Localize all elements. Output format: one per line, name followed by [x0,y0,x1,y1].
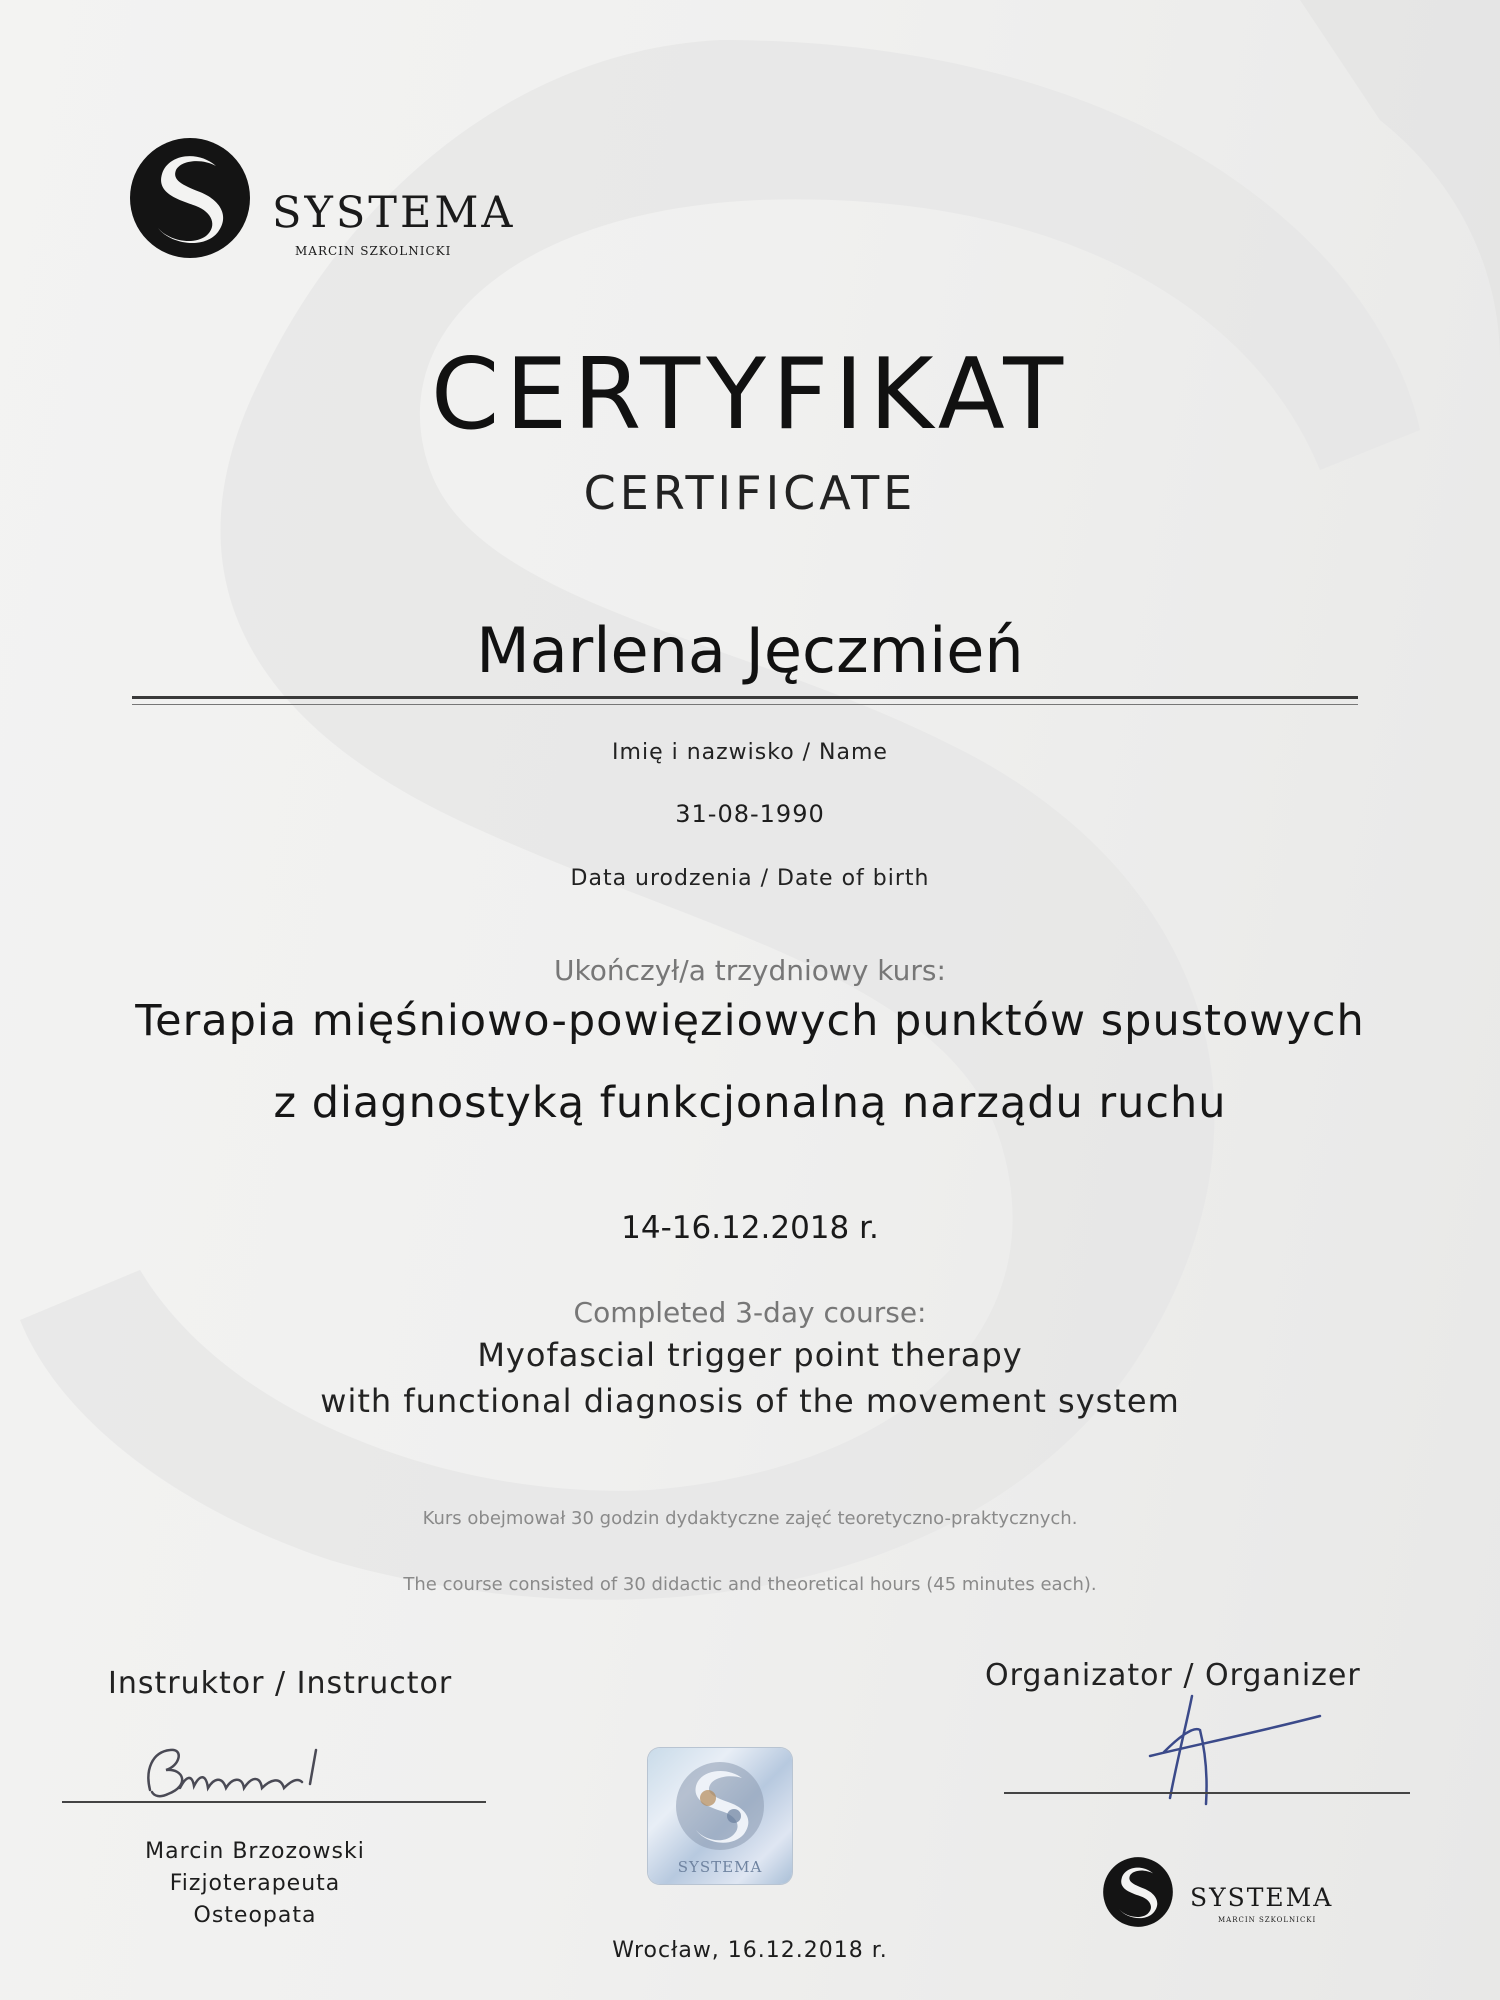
footer-brand-name: SYSTEMA [1190,1883,1334,1912]
instructor-role-osteo: Osteopata [193,1903,317,1928]
footer-brand-subtitle: MARCIN SZKOLNICKI [1218,1916,1317,1924]
instructor-role-physio: Fizjoterapeuta [169,1871,341,1896]
certificate-title: CERTYFIKAT [430,338,1070,452]
systema-footer-logo-icon [1102,1856,1174,1928]
course-note-en: The course consisted of 30 didactic and theoretical hours (45 minutes each). [403,1574,1097,1595]
instructor-signature [110,1730,410,1810]
course-title-en-line2: with functional diagnosis of the movement system [320,1382,1180,1420]
recipient-name: Marlena Jęczmień [476,614,1024,687]
instructor-signature-line [62,1801,486,1803]
birth-date-label: Data urodzenia / Date of birth [570,866,930,891]
systema-logo-icon [128,136,252,260]
course-title-pl-line1: Terapia mięśniowo-powięziowych punktów spustowych [135,996,1365,1046]
hologram-brand: SYSTEMA [677,1858,763,1876]
organizer-signature-line [1004,1792,1410,1794]
course-title-en-line1: Myofascial trigger point therapy [477,1336,1023,1374]
instructor-name: Marcin Brzozowski [145,1839,365,1864]
certificate-subtitle: CERTIFICATE [583,466,917,520]
birth-date: 31-08-1990 [675,800,825,828]
course-dates: 14-16.12.2018 r. [621,1210,879,1246]
course-intro-pl: Ukończył/a trzydniowy kurs: [554,954,946,987]
brand-name: SYSTEMA [272,188,516,238]
instructor-info [120,1836,390,1932]
brand-subtitle: MARCIN SZKOLNICKI [295,244,452,258]
organizer-signature [1120,1686,1350,1816]
issue-place-date: Wrocław, 16.12.2018 r. [612,1938,888,1963]
instructor-label: Instruktor / Instructor [108,1666,453,1701]
name-underline [132,696,1358,699]
course-title-pl-line2: z diagnostyką funkcjonalną narządu ruchu [273,1078,1227,1128]
hologram-s-icon [670,1756,770,1856]
course-note-pl: Kurs obejmował 30 godzin dydaktyczne zajęć teoretyczno-praktycznych. [422,1508,1078,1529]
hologram-seal [648,1748,792,1884]
name-label: Imię i nazwisko / Name [612,740,888,765]
course-intro-en: Completed 3-day course: [573,1296,927,1329]
organizer-label: Organizator / Organizer [985,1658,1361,1693]
name-underline-thin [132,704,1358,705]
